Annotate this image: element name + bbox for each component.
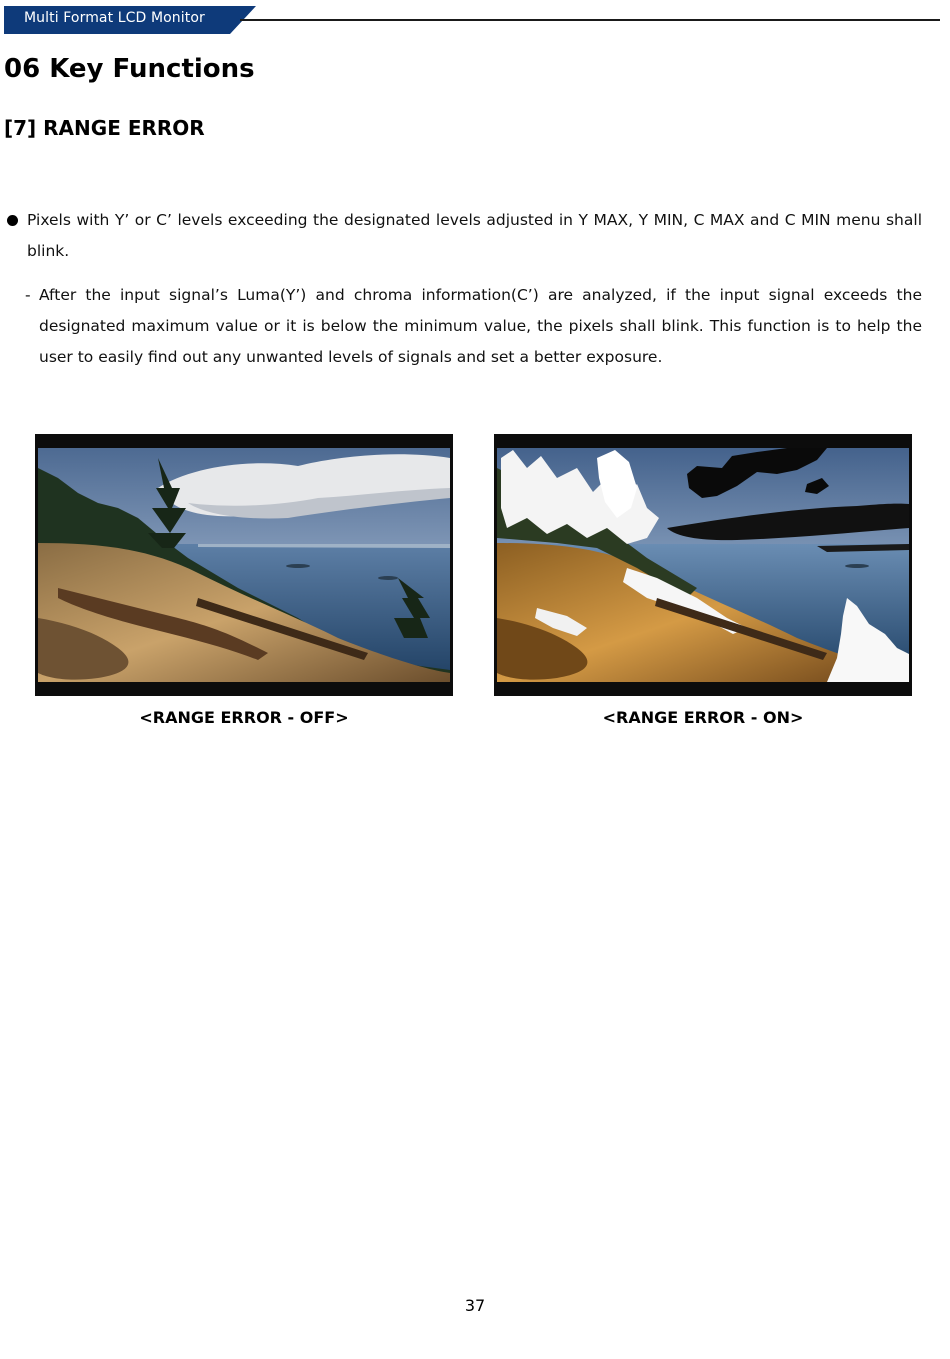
page-header: [0, 0, 950, 40]
caption-range-error-off: <RANGE ERROR - OFF>: [139, 708, 349, 727]
page-title: 06 Key Functions: [4, 54, 255, 84]
detail-paragraph: After the input signal’s Luma(Y’) and chroma information(C’) are analyzed, if the input signal exceeds the designated maximum value or it is below the minimum value, the pixels shall blink. This function is to help the user to easily find out any unwanted levels of signals and set a better exposure.: [39, 286, 922, 366]
bullet-dot-icon: [7, 215, 18, 226]
figure-range-error-off: [35, 434, 453, 696]
header-tab-label: Multi Format LCD Monitor: [24, 10, 205, 26]
header-rule: [240, 19, 940, 21]
landscape-photo-off: [38, 448, 450, 682]
bullet-paragraph: Pixels with Y’ or C’ levels exceeding the designated levels adjusted in Y MAX, Y MIN, C MAX and C MIN menu shall blink.: [27, 211, 922, 260]
page-number: 37: [464, 1296, 486, 1315]
figure-range-error-on: [494, 434, 912, 696]
landscape-photo-on: [497, 448, 909, 682]
dash-marker: -: [25, 286, 31, 304]
section-title: [7] RANGE ERROR: [4, 116, 205, 140]
caption-range-error-on: <RANGE ERROR - ON>: [602, 708, 804, 727]
